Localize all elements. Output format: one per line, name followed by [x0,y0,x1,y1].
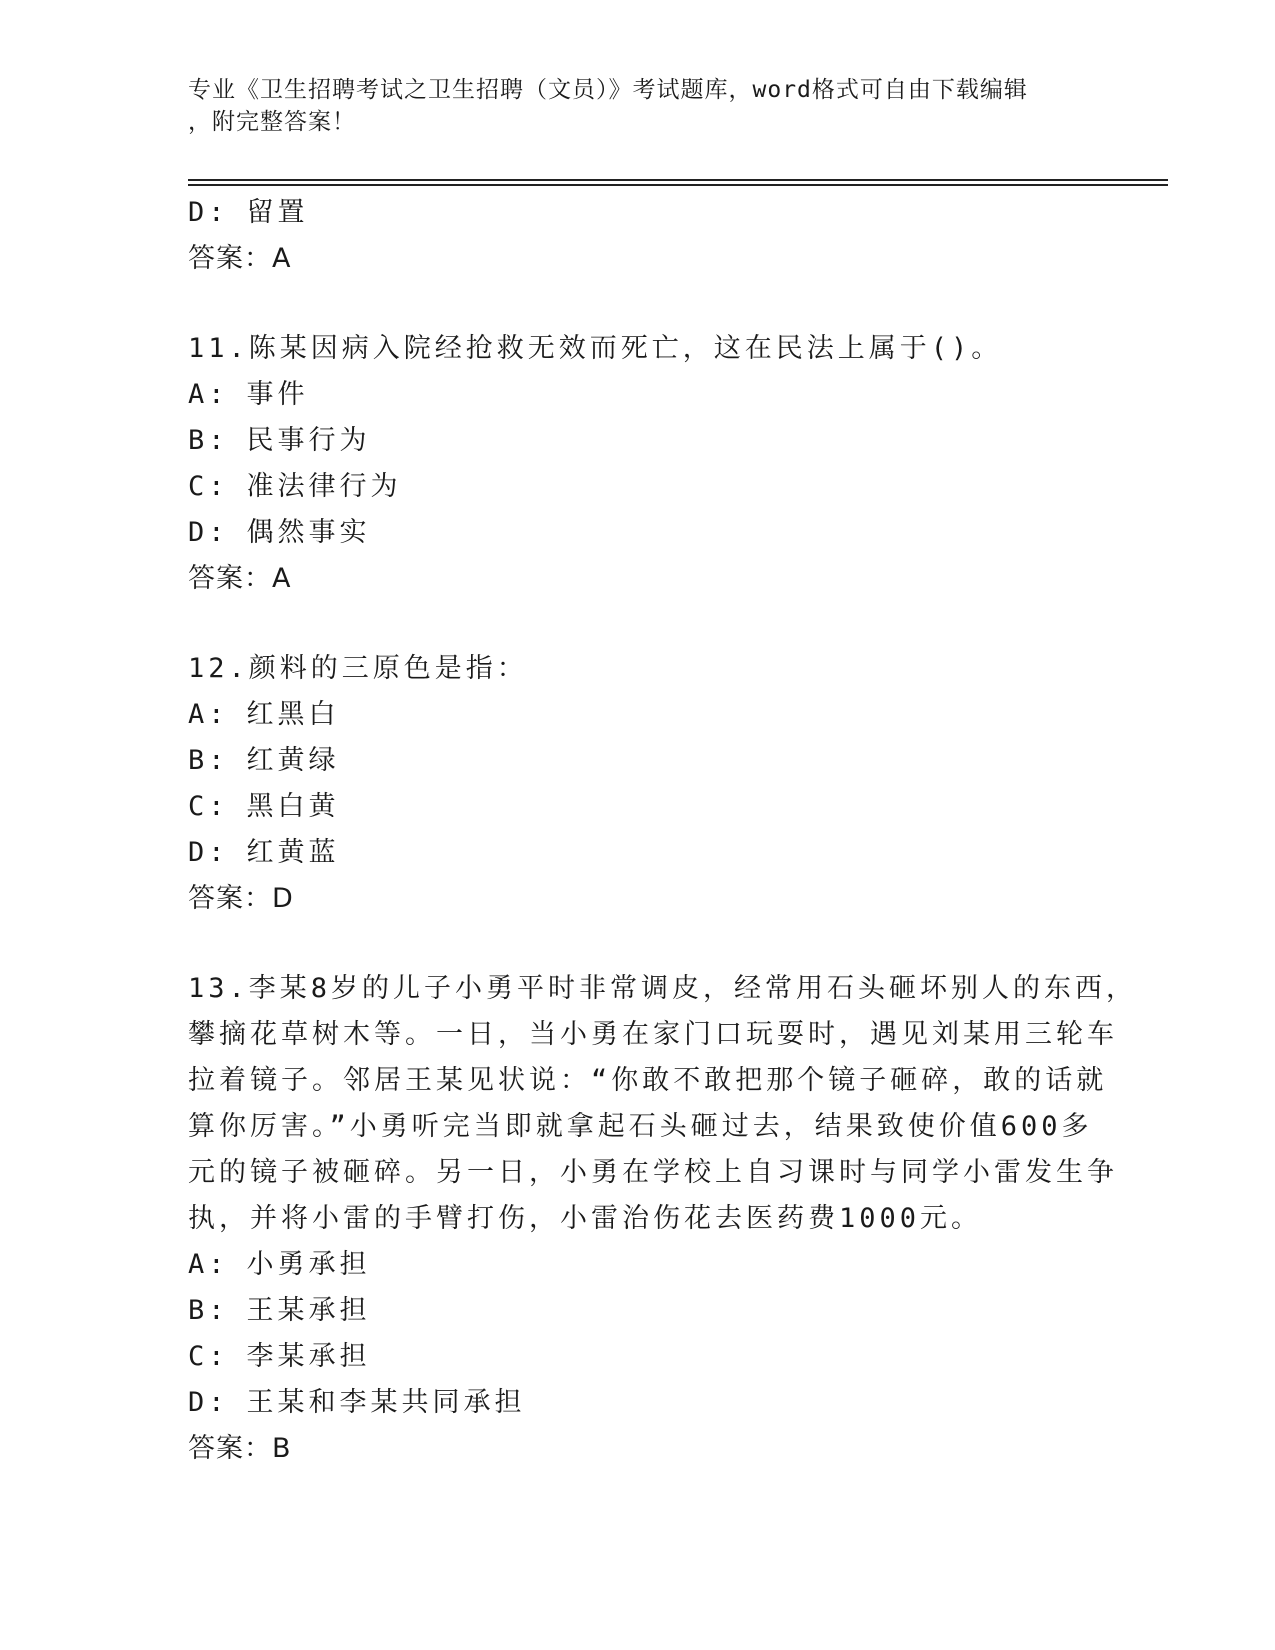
option-text: 偶然事实 [246,517,371,548]
option-text: 民事行为 [246,425,371,456]
question-text-line: 13.李某8岁的儿子小勇平时非常调皮，经常用石头砸坏别人的东西， [188,973,1138,1004]
question-text-line: 算你厉害。”小勇听完当即就拿起石头砸过去，结果致使价值600多 [188,1111,1093,1142]
option-label: D: [188,1387,229,1418]
header-line-2: ，附完整答案！ [188,109,356,135]
option-d [188,1380,1068,1426]
header-line-1: 专业《卫生招聘考试之卫生招聘（文员）》考试题库，word格式可自由下载编辑 [188,77,1028,103]
question-11 [188,326,1068,602]
answer-line: 答案：D [188,883,294,914]
option-d [188,190,1068,236]
option-c [188,1334,1068,1380]
option-label: D: [188,197,229,228]
option-c [188,784,1068,830]
option-text: 准法律行为 [246,471,402,502]
option-text: 王某承担 [246,1295,371,1326]
question-text-line: 执，并将小雷的手臂打伤，小雷治伤花去医药费1000元。 [188,1203,983,1234]
question-text: 12.颜料的三原色是指： [188,653,528,684]
question-text-line: 攀摘花草树木等。一日，当小勇在家门口玩耍时，遇见刘某用三轮车 [188,1019,1118,1050]
option-label: C: [188,471,229,502]
option-label: A: [188,699,229,730]
option-c [188,464,1068,510]
option-b [188,738,1068,784]
question-text: 11.陈某因病入院经抢救无效而死亡，这在民法上属于()。 [188,333,1003,364]
option-b [188,418,1068,464]
question-text-line: 元的镜子被砸碎。另一日，小勇在学校上自习课时与同学小雷发生争 [188,1157,1118,1188]
option-label: D: [188,517,229,548]
question-content [188,190,1138,1472]
option-text: 小勇承担 [246,1249,371,1280]
option-a [188,372,1068,418]
option-label: C: [188,1341,229,1372]
header-divider-top [188,179,1168,181]
option-text: 黑白黄 [246,791,340,822]
header-divider-bottom [188,184,1168,186]
option-text: 王某和李某共同承担 [246,1387,526,1418]
answer-line: 答案：A [188,563,292,594]
option-text: 红黄蓝 [246,837,340,868]
option-text: 李某承担 [246,1341,371,1372]
option-a [188,692,1068,738]
option-text: 留置 [246,197,309,228]
option-label: A: [188,379,229,410]
option-label: C: [188,791,229,822]
option-a [188,1242,1068,1288]
option-label: D: [188,837,229,868]
answer-line: 答案：B [188,1433,292,1464]
option-d [188,830,1068,876]
question-12 [188,646,1068,922]
answer-line: 答案：A [188,243,292,274]
document-header [188,74,1068,138]
option-text: 红黄绿 [246,745,340,776]
option-label: A: [188,1249,229,1280]
option-text: 事件 [246,379,309,410]
question-text-line: 拉着镜子。邻居王某见状说：“你敢不敢把那个镜子砸碎，敢的话就 [188,1065,1108,1096]
question-13 [188,966,1138,1472]
option-label: B: [188,425,229,456]
option-label: B: [188,745,229,776]
option-text: 红黑白 [246,699,340,730]
option-d [188,510,1068,556]
option-label: B: [188,1295,229,1326]
option-b [188,1288,1068,1334]
